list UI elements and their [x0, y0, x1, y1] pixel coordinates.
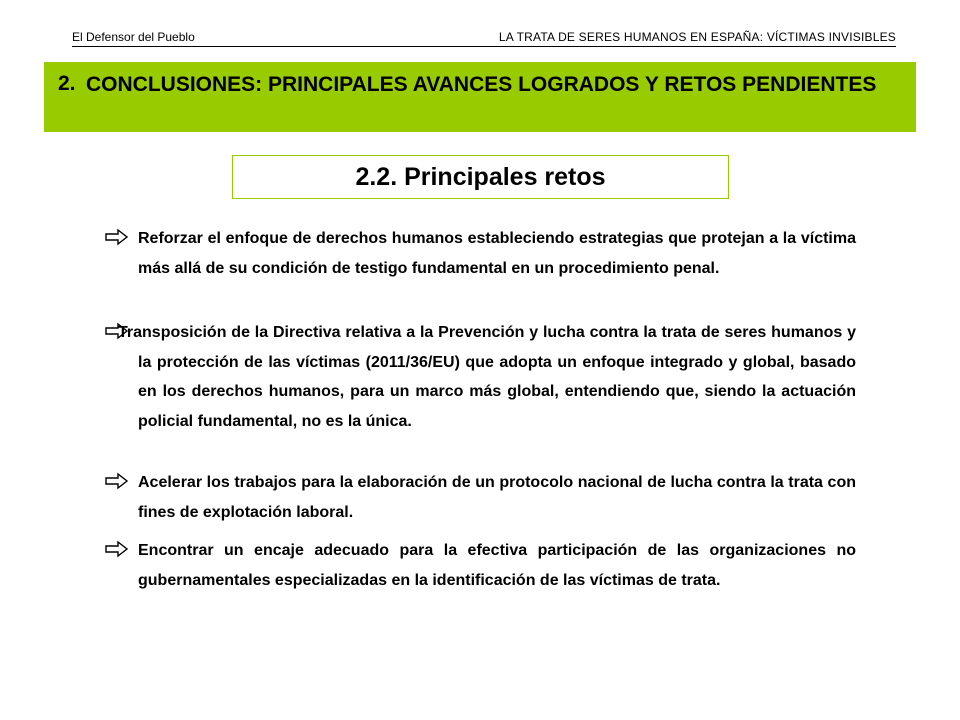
bullet-text: Transposición de la Directiva relativa a la Prevención y lucha contra la trata de seres humanos y la protección de las víctimas (2011/36/EU) que adopta un enfoque integrado y global, basado en los derechos humanos, para un marco más global, entendiendo que, siendo la actuación policial fundamental, no es la única.	[118, 324, 856, 430]
section-number: 2.	[58, 72, 76, 95]
bullet-text: Reforzar el enfoque de derechos humanos estableciendo estrategias que protejan a la víctima más allá de su condición de testigo fundamental en un procedimiento penal.	[138, 230, 856, 277]
header-left-text: El Defensor del Pueblo	[72, 30, 195, 44]
right-arrow-outline-icon	[104, 227, 130, 247]
subtitle-text: 2.2. Principales retos	[355, 163, 606, 191]
bullet-text: Acelerar los trabajos para la elaboración de un protocolo nacional de lucha contra la trata con fines de explotación laboral.	[138, 474, 856, 521]
bullet-text: Encontrar un encaje adecuado para la efectiva participación de las organizaciones no gubernamentales especializadas en la identificación de las víctimas de trata.	[138, 542, 856, 589]
right-arrow-outline-icon	[104, 539, 130, 559]
section-title: CONCLUSIONES: PRINCIPALES AVANCES LOGRADOS Y RETOS PENDIENTES	[86, 73, 877, 96]
header-right-text: LA TRATA DE SERES HUMANOS EN ESPAÑA: VÍCTIMAS INVISIBLES	[498, 30, 896, 44]
right-arrow-outline-icon	[104, 471, 130, 491]
